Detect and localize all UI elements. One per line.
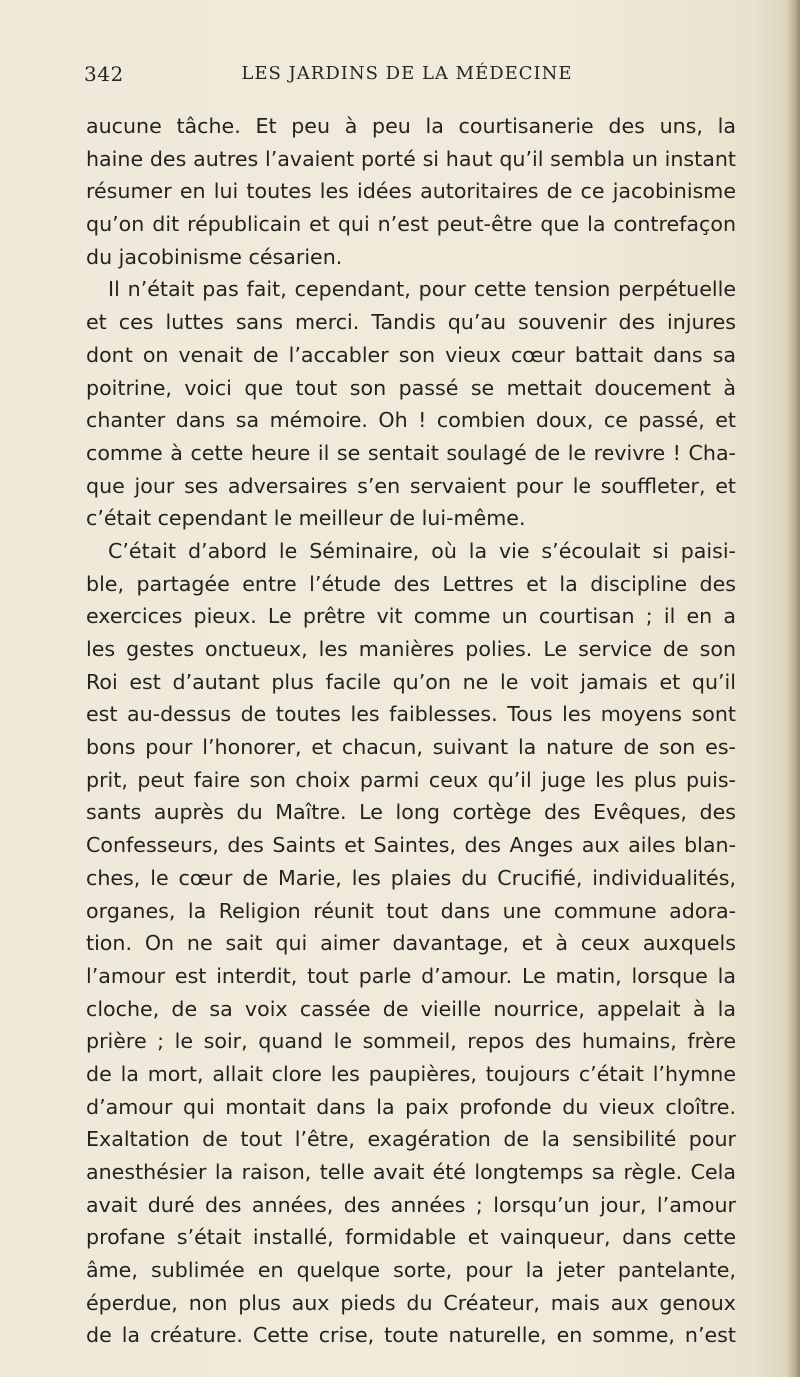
text-line: cloche, de sa voix cassée de vieille nourrice, appelait à la [86,996,736,1021]
text-line: Il n’était pas fait, cependant, pour cette tension perpétuelle [108,277,736,302]
text-line: de la mort, allait clore les paupières, toujours c’était l’hymne [86,1061,736,1086]
running-head [84,62,730,88]
text-line: aucune tâche. Et peu à peu la courtisanerie des uns, la [86,114,736,138]
text-line: chanter dans sa mémoire. Oh ! combien doux, ce passé, et [86,408,736,433]
text-line: organes, la Religion réunit tout dans une commune adora- [86,898,736,923]
text-line: âme, sublimée en quelque sorte, pour la jeter pantelante, [86,1258,736,1283]
page-number: 342 [84,62,124,86]
text-line: l’amour est interdit, tout parle d’amour. Le matin, lorsque la [86,963,736,988]
text-line: c’était cependant le meilleur de lui-même. [86,506,526,531]
running-title: LES JARDINS DE LA MÉDECINE [241,63,573,84]
text-line: dont on venait de l’accabler son vieux cœur battait dans sa [86,342,736,367]
text-line: de la créature. Cette crise, toute naturelle, en somme, n’est [86,1323,736,1348]
text-line: avait duré des années, des années ; lorsqu’un jour, l’amour [86,1192,736,1217]
text-line: anesthésier la raison, telle avait été longtemps sa règle. Cela [86,1160,736,1184]
text-line: poitrine, voici que tout son passé se mettait doucement à [86,375,736,400]
text-line: que jour ses adversaires s’en servaient pour le souffleter, et [86,473,736,498]
text-line: du jacobinisme césarien. [86,244,343,269]
text-line: Exaltation de tout l’être, exagération de la sensibilité pour [86,1127,736,1152]
text-line: Roi est d’autant plus facile qu’on ne le voit jamais et qu’il [86,669,736,694]
text-line: et ces luttes sans merci. Tandis qu’au souvenir des injures [86,310,736,335]
text-line: résumer en lui toutes les idées autoritaires de ce jacobinisme [86,179,736,204]
text-line: comme à cette heure il se sentait soulagé de le revivre ! Cha- [86,440,736,465]
text-line: exercices pieux. Le prêtre vit comme un courtisan ; il en a [86,604,736,629]
body-text [86,110,736,1352]
text-line: haine des autres l’avaient porté si haut qu’il sembla un instant [86,146,736,171]
text-line: ble, partagée entre l’étude des Lettres et la discipline des [86,571,736,596]
text-line: bons pour l’honorer, et chacun, suivant la nature de son es- [86,735,736,760]
text-line: les gestes onctueux, les manières polies. Le service de son [86,637,736,661]
text-line: est au-dessus de toutes les faiblesses. Tous les moyens sont [86,702,736,727]
text-line: d’amour qui montait dans la paix profonde du vieux cloître. [86,1094,736,1119]
text-line: profane s’était installé, formidable et vainqueur, dans cette [86,1225,736,1250]
text-line: ches, le cœur de Marie, les plaies du Crucifié, individualités, [86,865,736,890]
text-line: prière ; le soir, quand le sommeil, repos des humains, frère [86,1029,736,1054]
text-line: C’était d’abord le Séminaire, où la vie s’écoulait si paisi- [108,538,736,563]
text-line: qu’on dit républicain et qui n’est peut-être que la contrefaçon [86,212,736,237]
text-line: sants auprès du Maître. Le long cortège des Evêques, des [86,800,736,825]
text-line: tion. On ne sait qui aimer davantage, et à ceux auxquels [86,931,736,956]
page-edge-shadow [786,0,800,1377]
text-line: prit, peut faire son choix parmi ceux qu’il juge les plus puis- [86,767,736,792]
text-line: Confesseurs, des Saints et Saintes, des Anges aux ailes blan- [86,833,736,858]
text-line: éperdue, non plus aux pieds du Créateur, mais aux genoux [86,1290,736,1315]
